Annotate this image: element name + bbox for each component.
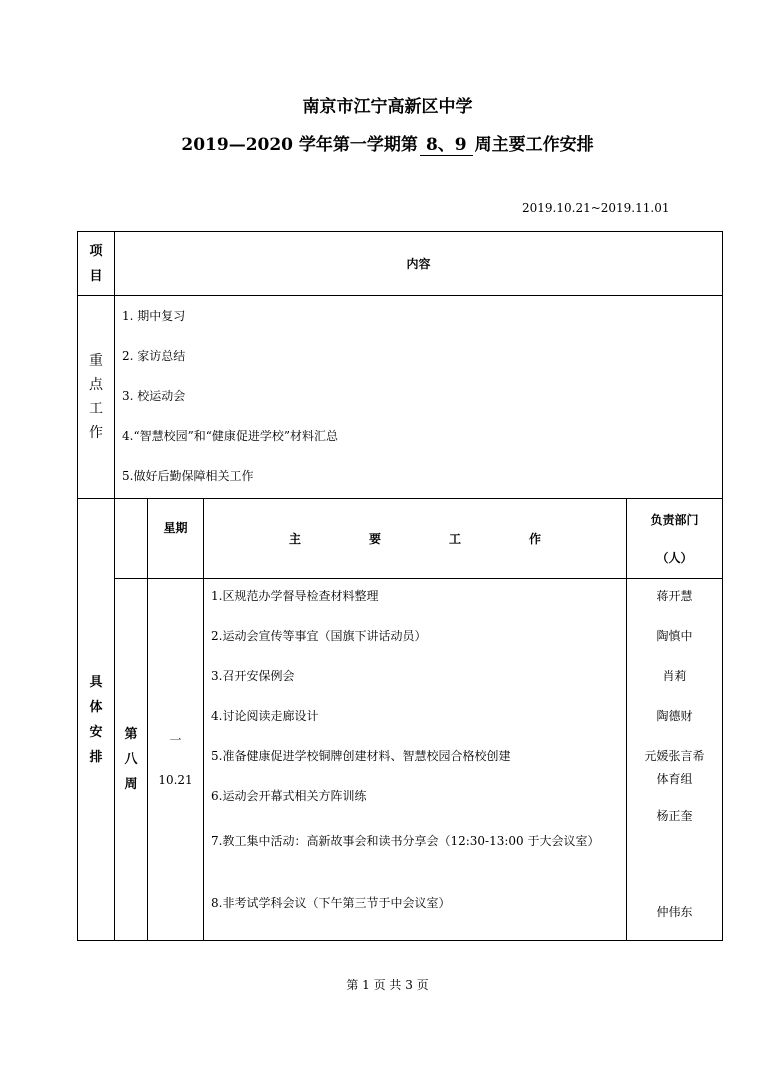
main-work-char: 主 [288,532,301,546]
owner-header-line: （人） [656,550,693,565]
week-label-char: 八 [124,752,138,767]
table-header-row [78,232,723,296]
schedule-label-char: 安 [89,724,103,740]
schedule-label-char: 排 [89,749,103,765]
week-label-char: 第 [124,727,138,742]
work-item: 1.区规范办学督导检查材料整理 [211,589,379,603]
work-item: 7.教工集中活动：高新故事会和读书分享会（12:30-13:00 于大会议室） [211,834,600,848]
owner-item: 蒋开慧 [656,589,693,603]
key-label-char: 作 [89,425,103,441]
owner-item: 杨正奎 [656,809,693,823]
page-footer: 第 1 页 共 3 页 [346,978,429,992]
work-item: 6.运动会开幕式相关方阵训练 [211,789,367,803]
main-work-header [204,499,627,579]
owner-list [627,579,723,941]
subtitle-suffix: 周主要工作安排 [474,135,594,155]
work-item: 4.讨论阅读走廊设计 [211,709,319,723]
day-cell [148,579,204,941]
key-item: 1. 期中复习 [122,309,186,323]
key-label-char: 点 [89,377,103,393]
key-label-char: 重 [89,353,103,369]
key-item: 2. 家访总结 [122,349,186,363]
owner-header [627,499,723,579]
owner-item: 元媛张言希 [644,749,705,763]
schedule-header-row [78,499,723,579]
day-date: 10.21 [158,772,193,787]
key-item: 4.“智慧校园”和“健康促进学校”材料汇总 [122,429,338,443]
work-item: 3.召开安保例会 [211,669,295,683]
item-header-char: 目 [89,268,103,284]
item-header-cell [78,232,115,296]
key-item: 5.做好后勤保障相关工作 [122,469,254,483]
key-work-row [78,296,723,499]
subtitle-prefix: 2019—2020 学年第一学期第 [181,135,418,155]
weekday-header: 星期 [148,499,204,579]
owner-item: 陶德财 [656,709,693,723]
item-header-char: 项 [89,243,103,259]
week-label [115,579,148,941]
page-subtitle [0,130,775,156]
school-title: 南京市江宁高新区中学 [302,97,473,117]
owner-item: 体育组 [656,772,693,786]
owner-item: 仲伟东 [656,905,693,919]
day-name: 一 [169,732,182,747]
main-work-char: 要 [368,532,381,546]
key-work-label [78,296,115,499]
key-work-list [115,296,723,499]
week-header-blank [115,499,148,579]
work-list [204,579,627,941]
content-header: 内容 [115,232,723,296]
schedule-label-char: 具 [89,674,103,690]
date-range: 2019.10.21~2019.11.01 [522,201,670,215]
week-label-char: 周 [124,777,138,792]
subtitle-weeks: 8、9 [420,130,473,156]
schedule-label [78,499,115,941]
key-item: 3. 校运动会 [122,389,186,403]
main-work-char: 工 [448,532,461,546]
main-work-char: 作 [528,532,541,546]
schedule-label-char: 体 [89,699,103,715]
owner-item [627,861,722,900]
work-item: 8.非考试学科会议（下午第三节于中会议室） [211,896,451,910]
work-item: 2.运动会宣传等事宜（国旗下讲话动员） [211,629,427,643]
owner-header-line: 负责部门 [650,512,699,527]
owner-item: 肖莉 [662,669,687,683]
work-item: 5.准备健康促进学校铜牌创建材料、智慧校园合格校创建 [211,749,511,763]
week-eight-row [78,579,723,941]
key-label-char: 工 [89,401,103,417]
owner-item: 陶慎中 [656,629,693,643]
schedule-table [77,231,723,941]
